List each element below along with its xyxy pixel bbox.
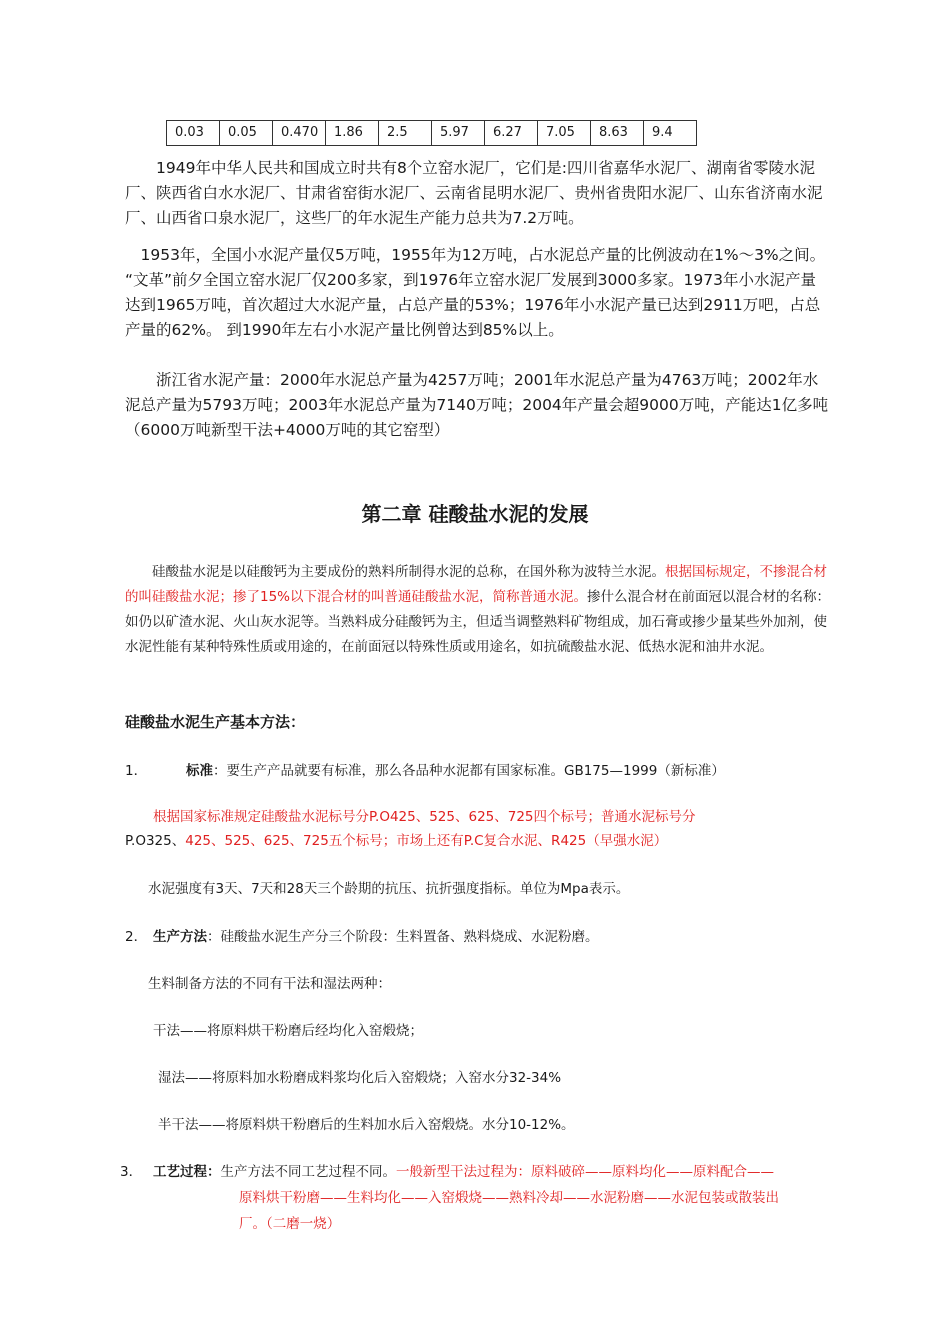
table-cell: 6.27 [485, 121, 538, 146]
table-cell: 9.4 [644, 121, 697, 146]
intro-highlight: 根据国标规定，不掺混合材的叫硅酸盐水泥；掺了15%以下混合材的叫普通硅酸盐水泥，简称普通水泥。 [125, 564, 827, 605]
raw-meal-line: 生料制备方法的不同有干法和湿法两种： [148, 976, 391, 992]
grade-line-2-highlight: 425、525、625、725五个标号；市场上还有P.C复合水泥、R425（早强水泥） [185, 833, 668, 849]
intro-text: 硅酸盐水泥是以硅酸钙为主要成份的熟料所制得水泥的总称，在国外称为波特兰水泥。 [125, 564, 665, 580]
table-cell: 7.05 [538, 121, 591, 146]
grade-line-2-prefix: P.O325、 [125, 833, 186, 849]
section-3-highlight: 一般新型干法过程为：原料破碎——原料均化——原料配合—— [396, 1164, 774, 1180]
grade-line-1: 根据国家标准规定硅酸盐水泥标号分P.O425、525、625、725四个标号；普通水泥标号分 [153, 809, 696, 825]
section-2-title: 生产方法 [153, 929, 207, 945]
section-3-line [153, 1160, 774, 1180]
intro-text-continued: 掺什么混合材在前面冠以混合材的名称：如仍以矿渣水泥、火山灰水泥等。当熟料成分硅酸钙为主，但适当调整熟料矿物组成，加石膏或掺少量某些外加剂，使水泥性能有某种特殊性质或用途的，在前面冠以特殊性质或用途名，如抗硫酸盐水泥、低热水泥和油井水泥。 [125, 589, 831, 655]
section-1-title: 标准 [186, 763, 213, 779]
table-cell: 1.86 [326, 121, 379, 146]
process-line-2: 原料烘干粉磨——生料均化——入窑煅烧——熟料冷却——水泥粉磨——水泥包装或散装出 [239, 1190, 779, 1206]
history-paragraph-2: 1953年，全国小水泥产量仅5万吨，1955年为12万吨，占水泥总产量的比例波动在1%～3%之间。 “文革”前夕全国立窑水泥厂仅200多家，到1976年立窑水泥厂发展到3000多家。1973年小水泥产量达到1965万吨，首次超过大水泥产量，占总产量的53%；1976年小水泥产量已达到2911万吧，占总产量的62%。 到1990年左右小水泥产量比例曾达到85%以上。 [125, 246, 826, 339]
table-cell: 2.5 [379, 121, 432, 146]
intro-paragraph [125, 560, 830, 660]
table-cell: 0.05 [220, 121, 273, 146]
section-1-text: ：要生产产品就要有标准，那么各品种水泥都有国家标准。GB175—1999（新标准） [213, 763, 725, 779]
table-cell: 0.470 [273, 121, 326, 146]
section-3-text: 生产方法不同工艺过程不同。 [220, 1164, 396, 1180]
section-1-number: 1． [125, 763, 148, 779]
grade-line-2 [125, 829, 667, 849]
section-3-title: 工艺过程： [153, 1164, 221, 1180]
table-cell: 8.63 [591, 121, 644, 146]
section-2-text: ：硅酸盐水泥生产分三个阶段：生料置备、熟料烧成、水泥粉磨。 [207, 929, 599, 945]
table-cell: 0.03 [167, 121, 220, 146]
wet-process-line: 湿法——将原料加水粉磨成料浆均化后入窑煅烧；入窑水分32-34% [158, 1070, 562, 1086]
table-cell: 5.97 [432, 121, 485, 146]
methods-heading: 硅酸盐水泥生产基本方法： [125, 713, 306, 731]
section-3-number: 3． [120, 1164, 143, 1180]
zhejiang-output-paragraph: 浙江省水泥产量：2000年水泥总产量为4257万吨；2001年水泥总产量为4763万吨；2002年水泥总产量为5793万吨；2003年水泥总产量为7140万吨；2004年产量会超9000万吨，产能达1亿多吨（6000万吨新型干法+4000万吨的其它窑型） [125, 371, 829, 439]
dry-process-line: 干法——将原料烘干粉磨后经均化入窑煅烧； [153, 1023, 423, 1039]
chapter-title: 第二章 硅酸盐水泥的发展 [361, 502, 589, 526]
history-paragraph-1: 1949年中华人民共和国成立时共有8个立窑水泥厂，它们是:四川省嘉华水泥厂、湖南省零陵水泥厂、陕西省白水水泥厂、甘肃省窑街水泥厂、云南省昆明水泥厂、贵州省贵阳水泥厂、山东省济南水泥厂、山西省口泉水泥厂，这些厂的年水泥生产能力总共为7.2万吨。 [125, 159, 823, 227]
semi-dry-process-line: 半干法——将原料烘干粉磨后的生料加水后入窑煅烧。水分10-12%。 [158, 1117, 575, 1133]
section-2-line [153, 925, 599, 945]
section-2-number: 2． [125, 929, 148, 945]
process-line-3: 厂。（二磨一烧） [239, 1216, 341, 1232]
table-row [167, 121, 697, 146]
strength-line: 水泥强度有3天、7天和28天三个龄期的抗压、抗折强度指标。单位为Mpa表示。 [148, 881, 630, 897]
section-1-line [186, 759, 725, 779]
data-table [166, 120, 697, 146]
